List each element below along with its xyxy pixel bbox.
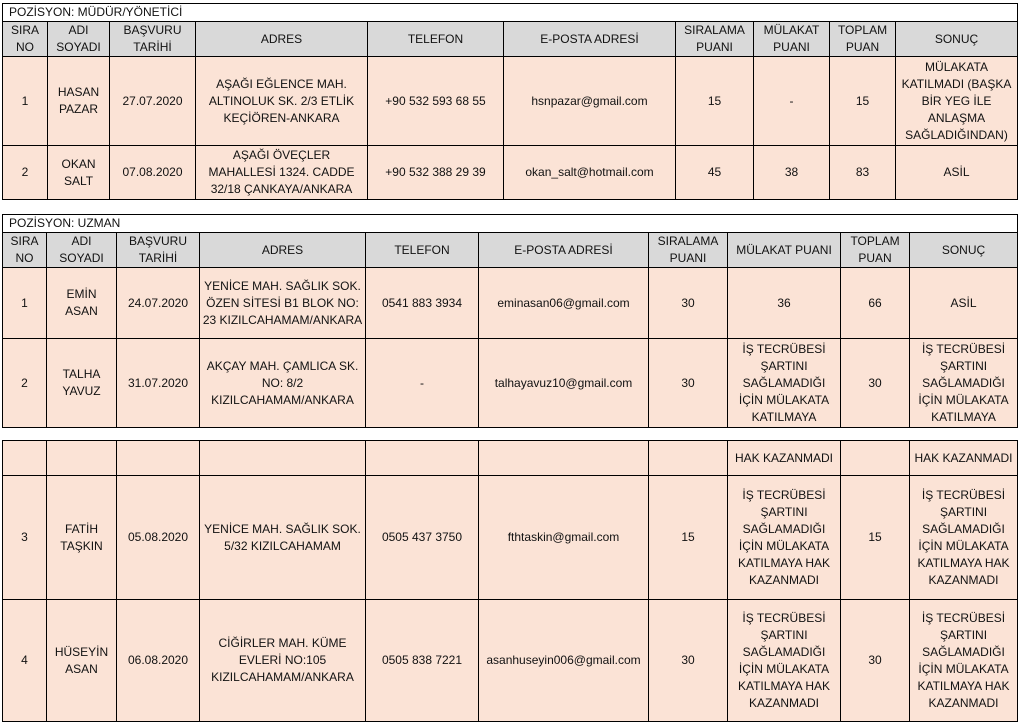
cell-sonuc: MÜLAKATA KATILMADI (BAŞKA BİR YEG İLE ANLAŞMA SAĞLADIĞINDAN) [896,57,1018,146]
cell-telefon: 0505 437 3750 [366,476,479,600]
cell-adi: TALHA YAVUZ [47,339,117,428]
cell-adres [200,441,366,476]
cell-siralama [649,441,728,476]
cell-mulakat: 36 [728,268,841,339]
header-siralama-puani: SIRALAMA PUANI [676,22,754,57]
cell-toplam: 30 [841,339,910,428]
cell-adres: AKÇAY MAH. ÇAMLICA SK. NO: 8/2 KIZILCAHAMAM/ANKARA [200,339,366,428]
cell-eposta: asanhuseyin006@gmail.com [479,600,649,722]
cell-adres: AŞAĞI EĞLENCE MAH. ALTINOLUK SK. 2/3 ETLİK KEÇİÖREN-ANKARA [196,57,368,146]
cell-adi: FATİH TAŞKIN [47,476,117,600]
cell-eposta: okan_salt@hotmail.com [504,146,676,200]
table-row [3,476,1018,600]
cell-basvuru: 24.07.2020 [117,268,200,339]
cell-basvuru: 05.08.2020 [117,476,200,600]
cell-telefon [366,441,479,476]
header-adres: ADRES [200,233,366,268]
cell-sonuc: ASİL [896,146,1018,200]
header-basvuru-tarihi: BAŞVURU TARİHİ [110,22,196,57]
header-mulakat-puani: MÜLAKAT PUANI [728,233,841,268]
cell-sonuc: İŞ TECRÜBESİ ŞARTINI SAĞLAMADIĞI İÇİN MÜLAKATA KATILMAYA HAK KAZANMADI [910,600,1018,722]
cell-eposta: eminasan06@gmail.com [479,268,649,339]
header-adi-soyadi: ADI SOYADI [47,233,117,268]
cell-sira [3,441,47,476]
cell-basvuru: 07.08.2020 [110,146,196,200]
header-sira-no: SIRA NO [3,22,48,57]
cell-mulakat: HAK KAZANMADI [728,441,841,476]
cell-toplam: 15 [841,476,910,600]
manager-candidates-table [2,3,1018,200]
header-adres: ADRES [196,22,368,57]
cell-sonuc: ASİL [910,268,1018,339]
header-toplam-puan: TOPLAM PUAN [841,233,910,268]
header-basvuru-tarihi: BAŞVURU TARİHİ [117,233,200,268]
cell-adi: EMİN ASAN [47,268,117,339]
cell-sonuc: HAK KAZANMADI [910,441,1018,476]
header-sonuc: SONUÇ [910,233,1018,268]
cell-adi: HÜSEYİN ASAN [47,600,117,722]
specialist-candidates-table-continued [2,440,1018,722]
cell-mulakat: İŞ TECRÜBESİ ŞARTINI SAĞLAMADIĞI İÇİN MÜLAKATA KATILMAYA HAK KAZANMADI [728,600,841,722]
cell-mulakat: - [754,57,830,146]
cell-sira: 1 [3,57,48,146]
header-siralama-puani: SIRALAMA PUANI [649,233,728,268]
cell-mulakat: İŞ TECRÜBESİ ŞARTINI SAĞLAMADIĞI İÇİN MÜLAKATA KATILMAYA HAK KAZANMADI [728,476,841,600]
cell-telefon: +90 532 593 68 55 [368,57,504,146]
cell-sira: 3 [3,476,47,600]
cell-adres: YENİCE MAH. SAĞLIK SOK. 5/32 KIZILCAHAMAM [200,476,366,600]
table-row [3,600,1018,722]
cell-telefon: 0505 838 7221 [366,600,479,722]
cell-basvuru [117,441,200,476]
position-title: POZİSYON: MÜDÜR/YÖNETİCİ [3,4,1018,22]
cell-adi [47,441,117,476]
table-row [3,57,1018,146]
cell-eposta: hsnpazar@gmail.com [504,57,676,146]
cell-mulakat: 38 [754,146,830,200]
cell-siralama: 15 [649,476,728,600]
cell-mulakat: İŞ TECRÜBESİ ŞARTINI SAĞLAMADIĞI İÇİN MÜLAKATA KATILMAYA [728,339,841,428]
cell-adres: CİĞİRLER MAH. KÜME EVLERİ NO:105 KIZILCAHAMAM/ANKARA [200,600,366,722]
cell-basvuru: 31.07.2020 [117,339,200,428]
header-sonuc: SONUÇ [896,22,1018,57]
cell-eposta [479,441,649,476]
specialist-candidates-table [2,214,1018,428]
cell-sira: 2 [3,146,48,200]
cell-eposta: talhayavuz10@gmail.com [479,339,649,428]
header-sira-no: SIRA NO [3,233,47,268]
cell-siralama: 45 [676,146,754,200]
cell-telefon: - [366,339,479,428]
header-eposta: E-POSTA ADRESİ [504,22,676,57]
header-telefon: TELEFON [366,233,479,268]
cell-adres: AŞAĞI ÖVEÇLER MAHALLESİ 1324. CADDE 32/18 ÇANKAYA/ANKARA [196,146,368,200]
cell-toplam [841,441,910,476]
cell-adi: OKAN SALT [48,146,110,200]
cell-siralama: 30 [649,600,728,722]
cell-sonuc: İŞ TECRÜBESİ ŞARTINI SAĞLAMADIĞI İÇİN MÜLAKATA KATILMAYA [910,339,1018,428]
position-title: POZİSYON: UZMAN [3,215,1018,233]
table-row [3,146,1018,200]
cell-toplam: 83 [830,146,896,200]
header-telefon: TELEFON [368,22,504,57]
header-toplam-puan: TOPLAM PUAN [830,22,896,57]
cell-telefon: 0541 883 3934 [366,268,479,339]
header-eposta: E-POSTA ADRESİ [479,233,649,268]
cell-siralama: 15 [676,57,754,146]
cell-telefon: +90 532 388 29 39 [368,146,504,200]
cell-sonuc: İŞ TECRÜBESİ ŞARTINI SAĞLAMADIĞI İÇİN MÜLAKATA KATILMAYA HAK KAZANMADI [910,476,1018,600]
cell-sira: 4 [3,600,47,722]
cell-basvuru: 27.07.2020 [110,57,196,146]
cell-sira: 1 [3,268,47,339]
table-row [3,441,1018,476]
cell-eposta: fthtaskin@gmail.com [479,476,649,600]
header-adi-soyadi: ADI SOYADI [48,22,110,57]
cell-basvuru: 06.08.2020 [117,600,200,722]
cell-siralama: 30 [649,339,728,428]
cell-adi: HASAN PAZAR [48,57,110,146]
cell-adres: YENİCE MAH. SAĞLIK SOK. ÖZEN SİTESİ B1 BLOK NO: 23 KIZILCAHAMAM/ANKARA [200,268,366,339]
cell-sira: 2 [3,339,47,428]
header-mulakat-puani: MÜLAKAT PUANI [754,22,830,57]
cell-toplam: 66 [841,268,910,339]
table-row [3,339,1018,428]
cell-toplam: 30 [841,600,910,722]
cell-siralama: 30 [649,268,728,339]
cell-toplam: 15 [830,57,896,146]
table-row [3,268,1018,339]
